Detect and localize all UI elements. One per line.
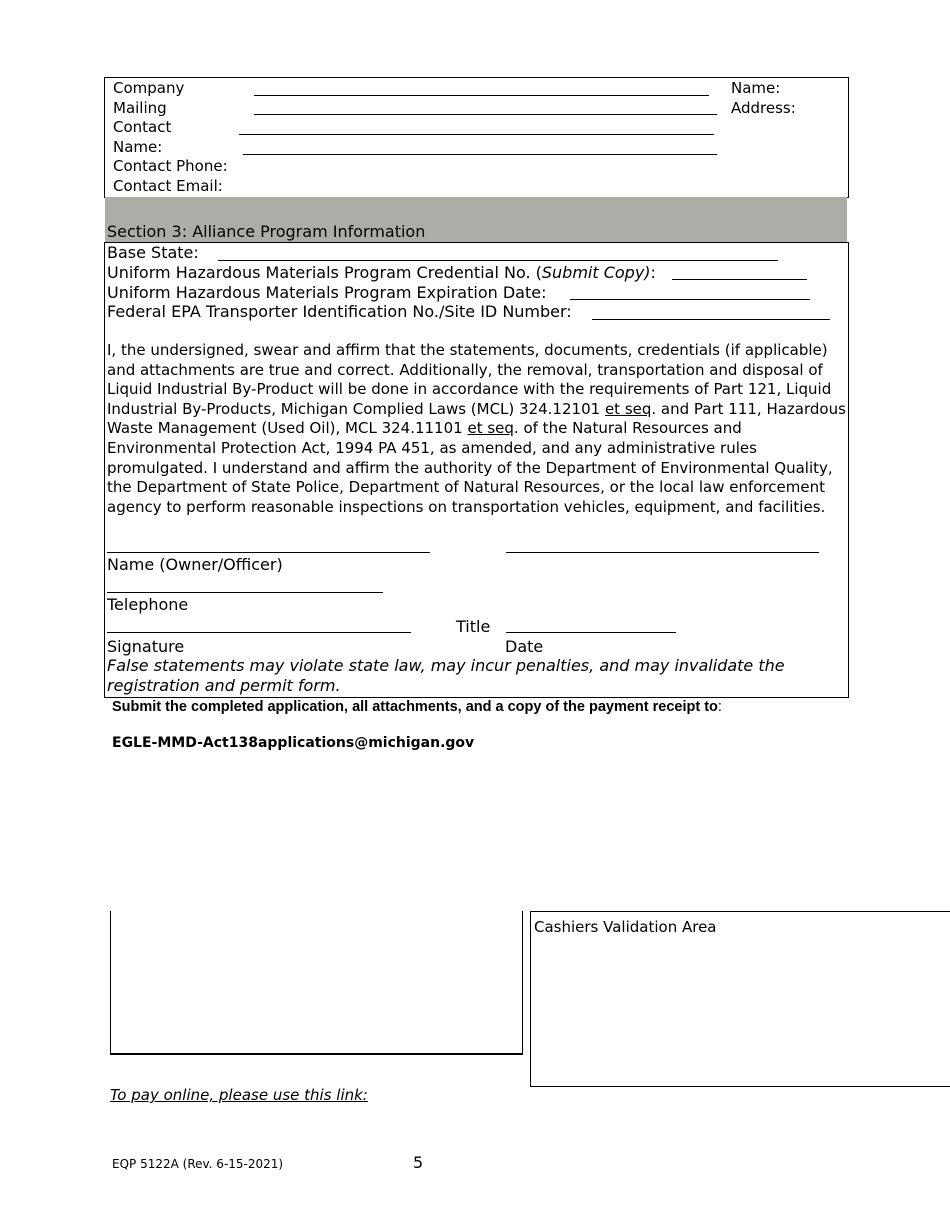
mailing-label: Mailing — [113, 99, 167, 117]
title-label: Title — [456, 617, 491, 636]
epa-id-line[interactable] — [592, 319, 830, 320]
base-state-line[interactable] — [218, 260, 778, 261]
contact-name-line[interactable] — [239, 134, 714, 135]
et-seq-1: et seq — [604, 399, 652, 418]
name-label: Name: — [113, 138, 163, 156]
et-seq-2: et seq — [467, 419, 514, 438]
name-owner-officer-label: Name (Owner/Officer) — [107, 555, 283, 574]
cashiers-validation-box — [530, 911, 950, 1087]
affirmation-paragraph — [107, 341, 847, 517]
submission-instruction — [112, 699, 722, 716]
submission-instruction-colon: : — [717, 699, 722, 715]
signature-line[interactable] — [107, 632, 411, 633]
mailing-address-line[interactable] — [254, 114, 717, 115]
date-line[interactable] — [506, 632, 676, 633]
contact-phone-line[interactable] — [243, 154, 717, 155]
credential-label-prefix: Uniform Hazardous Materials Program Credential No. ( — [107, 263, 542, 282]
name-owner-officer-line[interactable] — [107, 552, 430, 553]
credential-number-line[interactable] — [672, 279, 807, 280]
section-3-heading: Section 3: Alliance Program Information — [107, 222, 426, 241]
affirmation-text-part-2: . and Part 111, Hazardous Waste Management (Used Oil), MCL 324.11101 — [107, 399, 846, 438]
cashiers-validation-label: Cashiers Validation Area — [534, 918, 717, 936]
submission-instruction-text: Submit the completed application, all attachments, and a copy of the payment receipt to — [112, 699, 718, 715]
page-number: 5 — [413, 1153, 424, 1172]
pay-online-link[interactable]: To pay online, please use this link: — [110, 1086, 368, 1104]
payment-left-box — [110, 911, 523, 1055]
form-id: EQP 5122A (Rev. 6-15-2021) — [112, 1157, 284, 1171]
name-right-line[interactable] — [506, 552, 819, 553]
telephone-label: Telephone — [107, 595, 189, 614]
contact-email-label: Contact Email: — [113, 177, 223, 195]
signature-label: Signature — [107, 637, 185, 656]
expiration-date-line[interactable] — [570, 299, 810, 300]
right-address-label: Address: — [731, 99, 796, 117]
expiration-label: Uniform Hazardous Materials Program Expiration Date: — [107, 283, 547, 302]
telephone-line[interactable] — [107, 592, 383, 593]
company-name-line[interactable] — [254, 95, 709, 96]
date-label: Date — [505, 637, 544, 656]
submission-email[interactable]: EGLE-MMD-Act138applications@michigan.gov — [112, 735, 475, 751]
affirmation-text-part-1: I, the undersigned, swear and affirm that the statements, documents, credentials (if applicable) and attachments are true and correct. Additionally, the removal, transportation and disposal of Liquid Industrial By-Product will be done in accordance with the requirements of Part 121, Liquid Industrial By-Products, Michigan Complied Laws (MCL) 324.12101 — [107, 341, 832, 418]
contact-label: Contact — [113, 118, 172, 136]
credential-label-italic: Submit Copy) — [541, 263, 651, 282]
affirmation-text-part-3: . of the Natural Resources and Environmental Protection Act, 1994 PA 451, as amended, and any administrative rules promulgated. I understand and affirm the authority of the Department of Environmental Quality, the Department of State Police, Department of Natural Resources, or the local law enforcement agency to perform reasonable inspections on transportation vehicles, equipment, and facilities. — [107, 419, 833, 516]
credential-label — [107, 263, 656, 282]
base-state-label: Base State: — [107, 243, 199, 262]
company-label: Company — [113, 79, 185, 97]
false-statements-warning: False statements may violate state law, may incur penalties, and may invalidate the registration and permit form. — [107, 656, 785, 695]
epa-id-label: Federal EPA Transporter Identification No./Site ID Number: — [107, 302, 572, 321]
credential-label-suffix: : — [650, 263, 656, 282]
contact-phone-label: Contact Phone: — [113, 157, 228, 175]
right-name-label: Name: — [731, 79, 781, 97]
